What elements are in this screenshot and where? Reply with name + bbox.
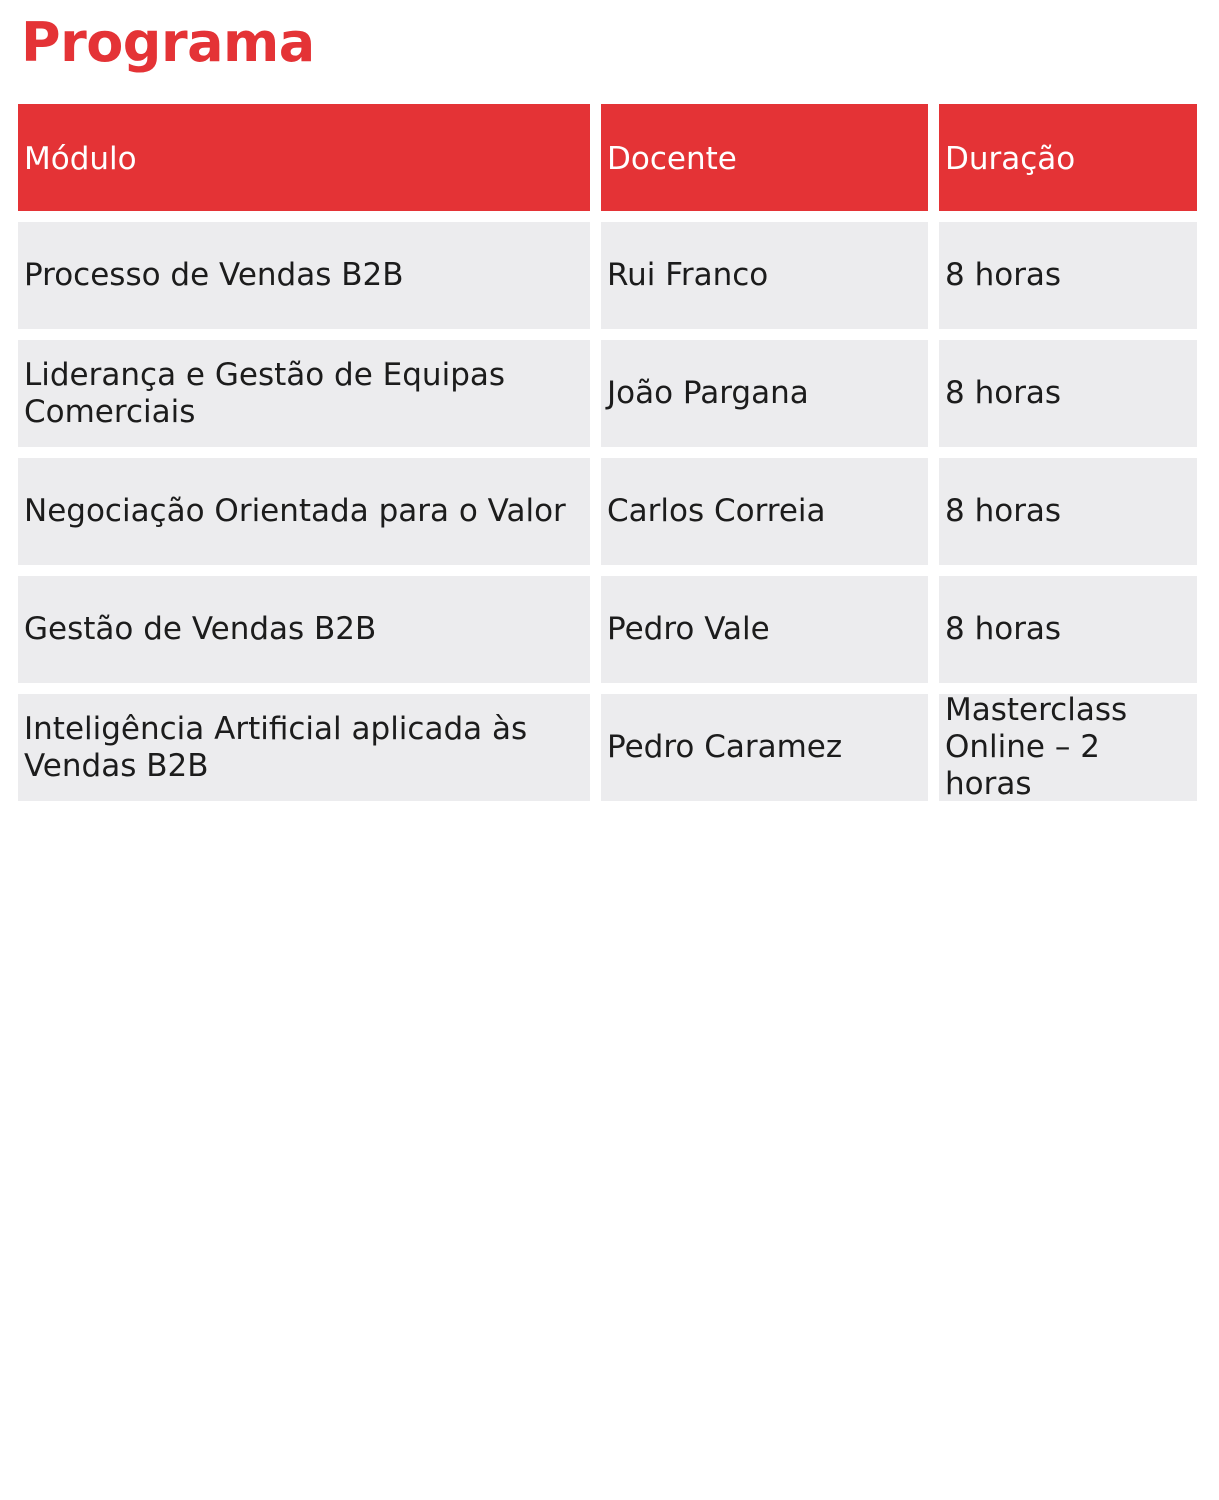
teacher-name: Carlos Correia	[607, 493, 826, 529]
header-cell-duracao	[939, 104, 1197, 211]
program-table	[18, 104, 1197, 801]
duration-cell	[939, 340, 1197, 447]
teacher-cell	[601, 340, 928, 447]
module-cell	[18, 694, 590, 801]
teacher-name: Pedro Caramez	[607, 729, 843, 765]
duration-value: 8 horas	[945, 611, 1062, 647]
module-name: Negociação Orientada para o Valor	[24, 493, 566, 529]
teacher-cell	[601, 458, 928, 565]
teacher-name: Rui Franco	[607, 257, 769, 293]
header-label-modulo: Módulo	[24, 141, 137, 177]
header-label-duracao: Duração	[945, 141, 1076, 177]
module-cell	[18, 340, 590, 447]
module-cell	[18, 576, 590, 683]
teacher-cell	[601, 222, 928, 329]
teacher-cell	[601, 576, 928, 683]
teacher-cell	[601, 694, 928, 801]
module-name: Liderança e Gestão de Equipas Comerciais	[24, 356, 506, 430]
teacher-name: João Pargana	[607, 375, 809, 411]
duration-cell	[939, 222, 1197, 329]
module-cell	[18, 222, 590, 329]
duration-cell	[939, 458, 1197, 565]
module-cell	[18, 458, 590, 565]
page-title: Programa	[21, 11, 315, 74]
duration-cell	[939, 694, 1197, 801]
duration-value: 8 horas	[945, 257, 1062, 293]
header-label-docente: Docente	[607, 141, 737, 177]
module-name: Gestão de Vendas B2B	[24, 611, 377, 647]
module-name: Processo de Vendas B2B	[24, 257, 404, 293]
header-cell-modulo	[18, 104, 590, 211]
header-cell-docente	[601, 104, 928, 211]
teacher-name: Pedro Vale	[607, 611, 770, 647]
duration-value: 8 horas	[945, 375, 1062, 411]
duration-value: Masterclass Online – 2 horas	[945, 694, 1128, 801]
duration-cell	[939, 576, 1197, 683]
module-name: Inteligência Artificial aplicada às Vendas B2B	[24, 710, 528, 784]
duration-value: 8 horas	[945, 493, 1062, 529]
